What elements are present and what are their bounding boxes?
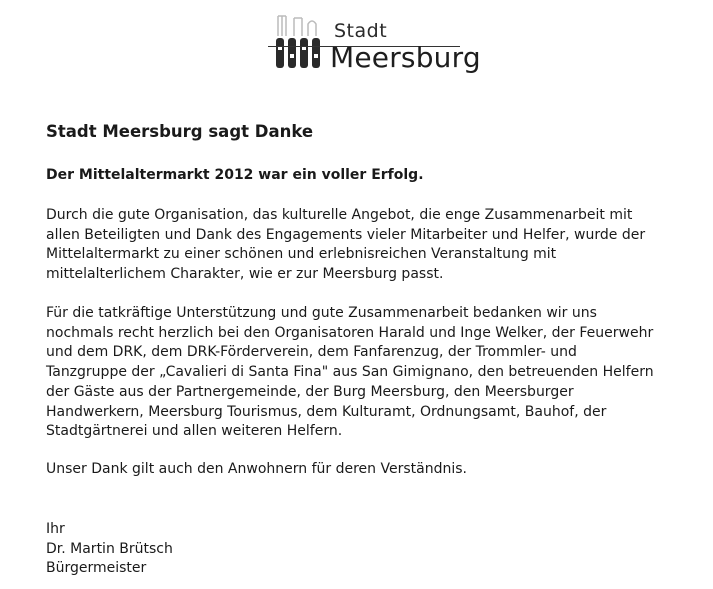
logo-city-name: Meersburg xyxy=(330,41,481,74)
paragraph-line: allen Beteiligten und Dank des Engagements vieler Mitarbeiter und Helfer, wurde der xyxy=(46,226,646,243)
paragraph-organisation xyxy=(46,206,706,285)
paragraph-line: Tanzgruppe der „Cavalieri di Santa Fina" aus San Gimignano, den betreuenden Helfern xyxy=(46,364,654,381)
city-emblem-icon xyxy=(268,10,328,70)
paragraph-line: Für die tatkräftige Unterstützung und gute Zusammenarbeit bedanken wir uns xyxy=(46,305,597,321)
signature-block xyxy=(46,520,173,579)
paragraph-line: und dem DRK, dem DRK-Förderverein, dem Fanfarenzug, der Trommler- und xyxy=(46,344,577,361)
city-logo xyxy=(268,10,481,80)
letter-heading: Stadt Meersburg sagt Danke xyxy=(46,122,314,141)
paragraph-thanks xyxy=(46,304,706,442)
logo-stadt-label: Stadt xyxy=(334,20,388,42)
paragraph-line: Unser Dank gilt auch den Anwohnern für deren Verständnis. xyxy=(46,461,467,477)
paragraph-residents xyxy=(46,460,706,480)
signature-name: Dr. Martin Brütsch xyxy=(46,540,173,557)
paragraph-line: Stadtgärtnerei und allen weiteren Helfern. xyxy=(46,423,343,440)
paragraph-line: der Gäste aus der Partnergemeinde, der Burg Meersburg, den Meersburger xyxy=(46,383,574,400)
signature-salutation: Ihr xyxy=(46,521,65,537)
paragraph-line: Mittelaltermarkt zu einer schönen und erlebnisreichen Veranstaltung mit xyxy=(46,246,557,263)
signature-title: Bürgermeister xyxy=(46,560,147,576)
paragraph-line: Durch die gute Organisation, das kulturelle Angebot, die enge Zusammenarbeit mit xyxy=(46,207,633,223)
paragraph-line: Handwerkern, Meersburg Tourismus, dem Kulturamt, Ordnungsamt, Bauhof, der xyxy=(46,403,607,420)
paragraph-line: mittelalterlichem Charakter, wie er zur Meersburg passt. xyxy=(46,266,444,283)
letter-subheading: Der Mittelaltermarkt 2012 war ein voller Erfolg. xyxy=(46,167,424,183)
paragraph-line: nochmals recht herzlich bei den Organisatoren Harald und Inge Welker, der Feuerwehr xyxy=(46,324,654,341)
